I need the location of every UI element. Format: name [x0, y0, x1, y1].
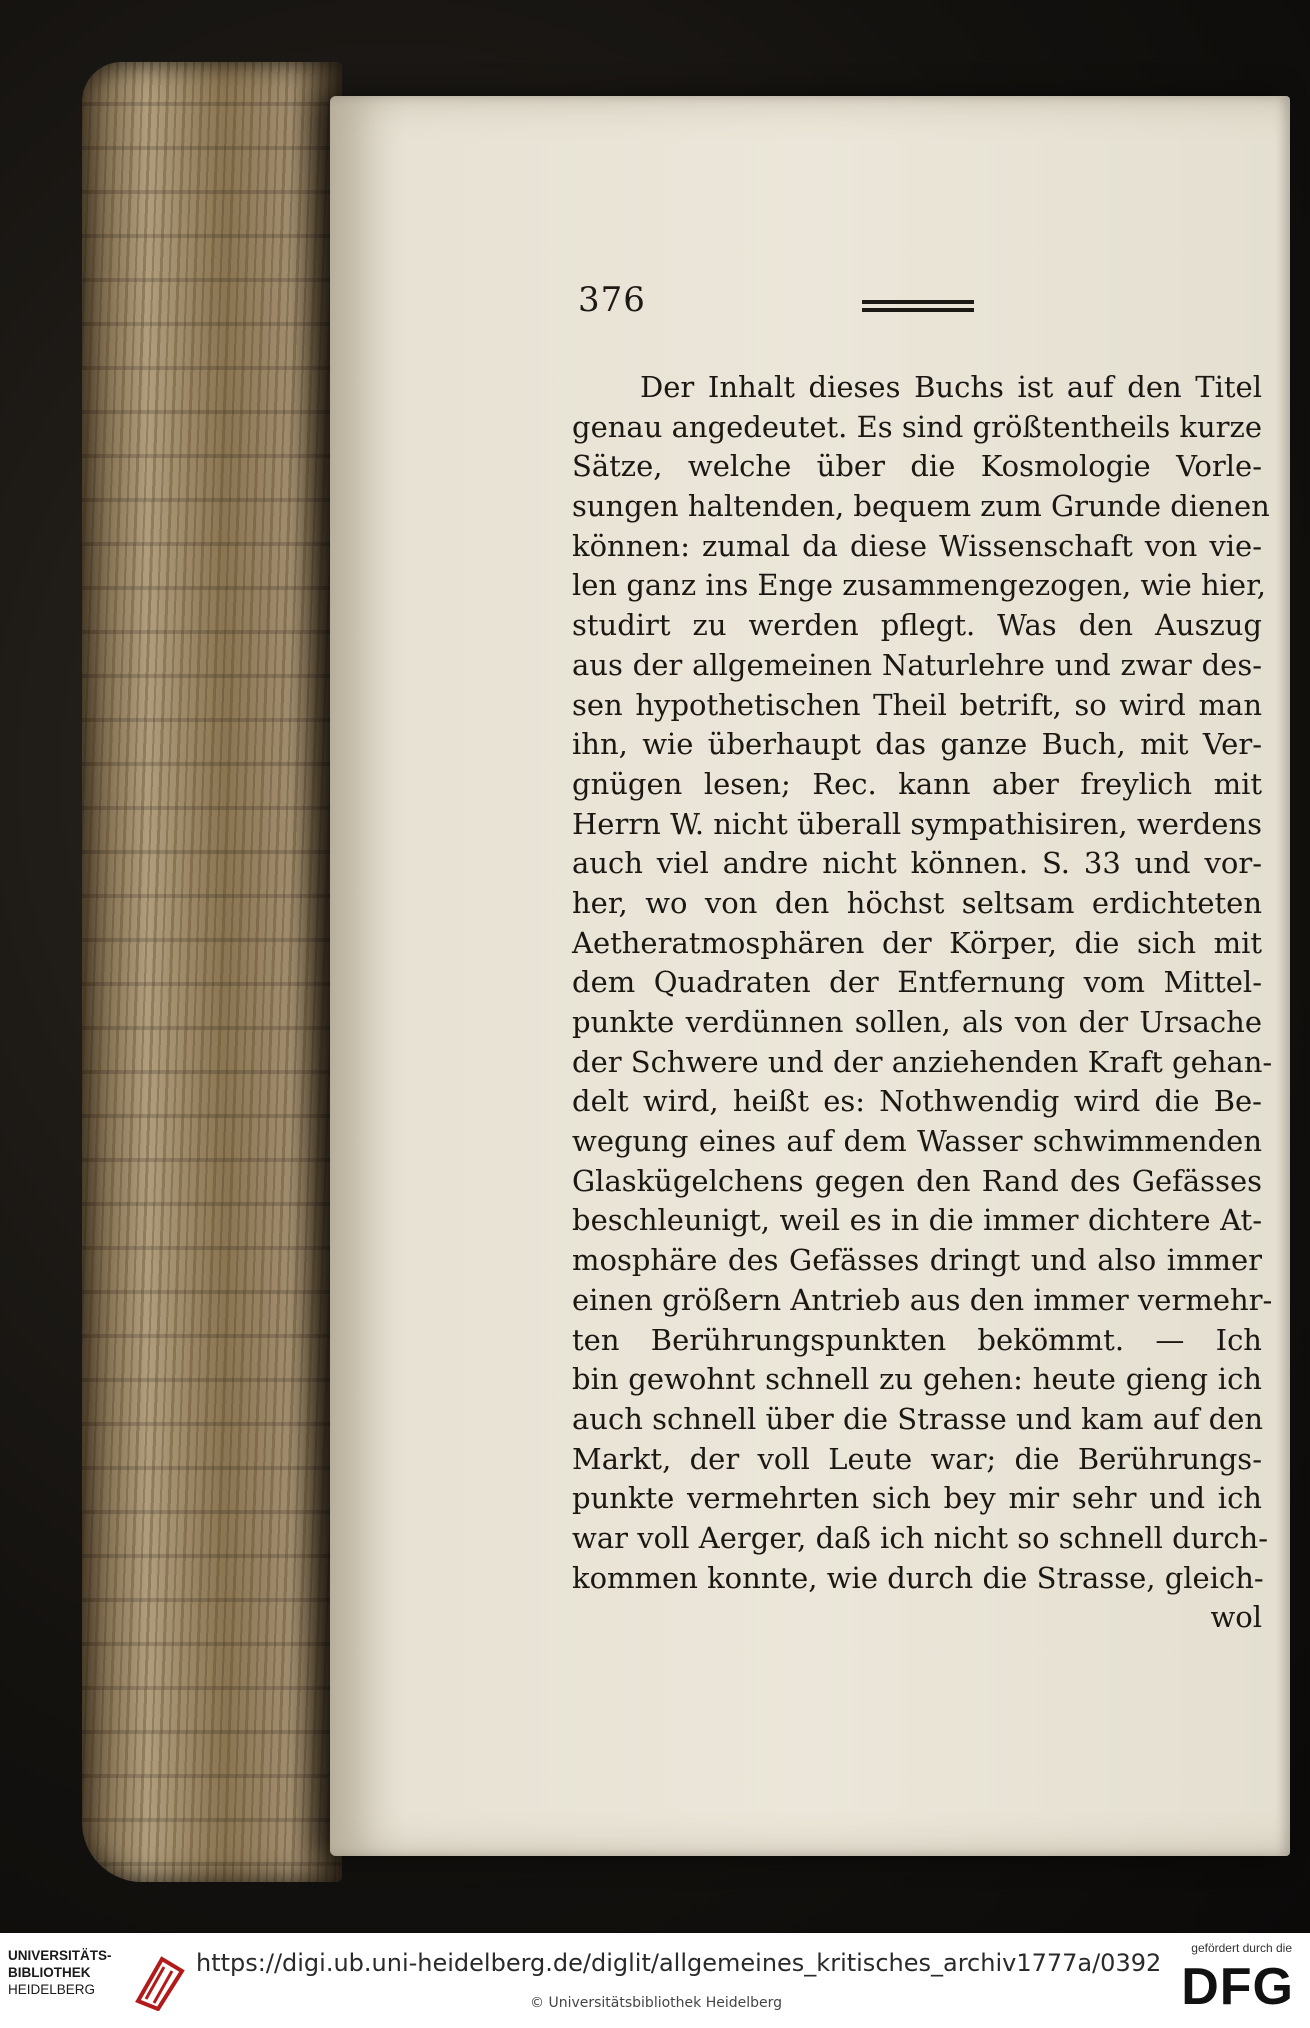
text-line: genau angedeutet. Es sind größtentheils kurze [572, 409, 1262, 444]
text-line: mosphäre des Gefässes dringt und also immer [572, 1243, 1262, 1278]
text-line: len ganz ins Enge zusammengezogen, wie hier, [572, 568, 1266, 603]
text-line: dem Quadraten der Entfernung vom Mittel- [572, 965, 1262, 1000]
text-line: Aetheratmosphären der Körper, die sich mit [572, 925, 1262, 960]
university-logo[interactable] [8, 1945, 198, 2019]
text-line: aus der allgemeinen Naturlehre und zwar des- [572, 647, 1262, 682]
text-line: ihn, wie überhaupt das ganze Buch, mit Ver- [572, 727, 1262, 762]
text-line: sen hypothetischen Theil betrift, so wird man [572, 687, 1262, 722]
page-number: 376 [578, 280, 646, 320]
logo-line-3: HEIDELBERG [8, 1982, 96, 1997]
logo-line-1: UNIVERSITÄTS- [8, 1948, 112, 1963]
text-line: ten Berührungspunkten bekömmt. — Ich [572, 1322, 1262, 1357]
text-line: Der Inhalt dieses Buchs ist auf den Titel [640, 370, 1262, 404]
text-line: der Schwere und der anziehenden Kraft gehan- [572, 1044, 1273, 1079]
footer-bar [0, 1933, 1310, 2028]
body-text [572, 368, 1273, 1638]
header-rule [862, 300, 974, 312]
text-line: wol [1210, 1600, 1262, 1635]
library-emblem-icon [132, 1953, 188, 2011]
sponsor-block [1150, 1941, 1300, 2021]
text-line: einen größern Antrieb aus den immer vermehr- [572, 1282, 1273, 1317]
dfg-logo[interactable]: DFG [1181, 1958, 1294, 2016]
text-line: punkte verdünnen sollen, als von der Ursache [572, 1005, 1262, 1039]
text-line: Sätze, welche über die Kosmologie Vorle- [572, 449, 1262, 484]
text-line: beschleunigt, weil es in die immer dichtere At- [572, 1203, 1262, 1238]
copyright-notice: © Universitätsbibliothek Heidelberg [530, 1995, 783, 2011]
text-line: gnügen lesen; Rec. kann aber freylich mit [572, 766, 1262, 801]
text-line: sungen haltenden, bequem zum Grunde dienen [572, 489, 1270, 524]
text-line: delt wird, heißt es: Nothwendig wird die Be- [572, 1084, 1262, 1119]
text-line: studirt zu werden pflegt. Was den Auszug [572, 608, 1262, 643]
logo-line-2: BIBLIOTHEK [8, 1965, 91, 1980]
text-line: kommen konnte, wie durch die Strasse, gleich- [572, 1560, 1264, 1595]
text-line: bin gewohnt schnell zu gehen: heute gieng ich [572, 1362, 1262, 1397]
text-line: auch viel andre nicht können. S. 33 und vor- [572, 846, 1262, 881]
text-line: können: zumal da diese Wissenschaft von vie- [572, 528, 1262, 563]
text-line: Herrn W. nicht überall sympathisiren, werdens [572, 806, 1262, 841]
page-edges [82, 62, 342, 1882]
text-line: her, wo von den höchst seltsam erdichteten [572, 885, 1262, 920]
permalink-url[interactable]: https://digi.ub.uni-heidelberg.de/diglit/allgemeines_kritisches_archiv1777a/0392 [196, 1949, 1162, 1977]
text-line: Glaskügelchens gegen den Rand des Gefässes [572, 1163, 1262, 1198]
text-line: war voll Aerger, daß ich nicht so schnell durch- [572, 1520, 1268, 1555]
sponsor-caption: gefördert durch die [1191, 1941, 1292, 1955]
text-line: punkte vermehrten sich bey mir sehr und ich [572, 1481, 1262, 1516]
text-line: auch schnell über die Strasse und kam auf den [572, 1401, 1264, 1436]
text-line: Markt, der voll Leute war; die Berührungs- [572, 1441, 1262, 1476]
text-line: wegung eines auf dem Wasser schwimmenden [572, 1124, 1262, 1159]
